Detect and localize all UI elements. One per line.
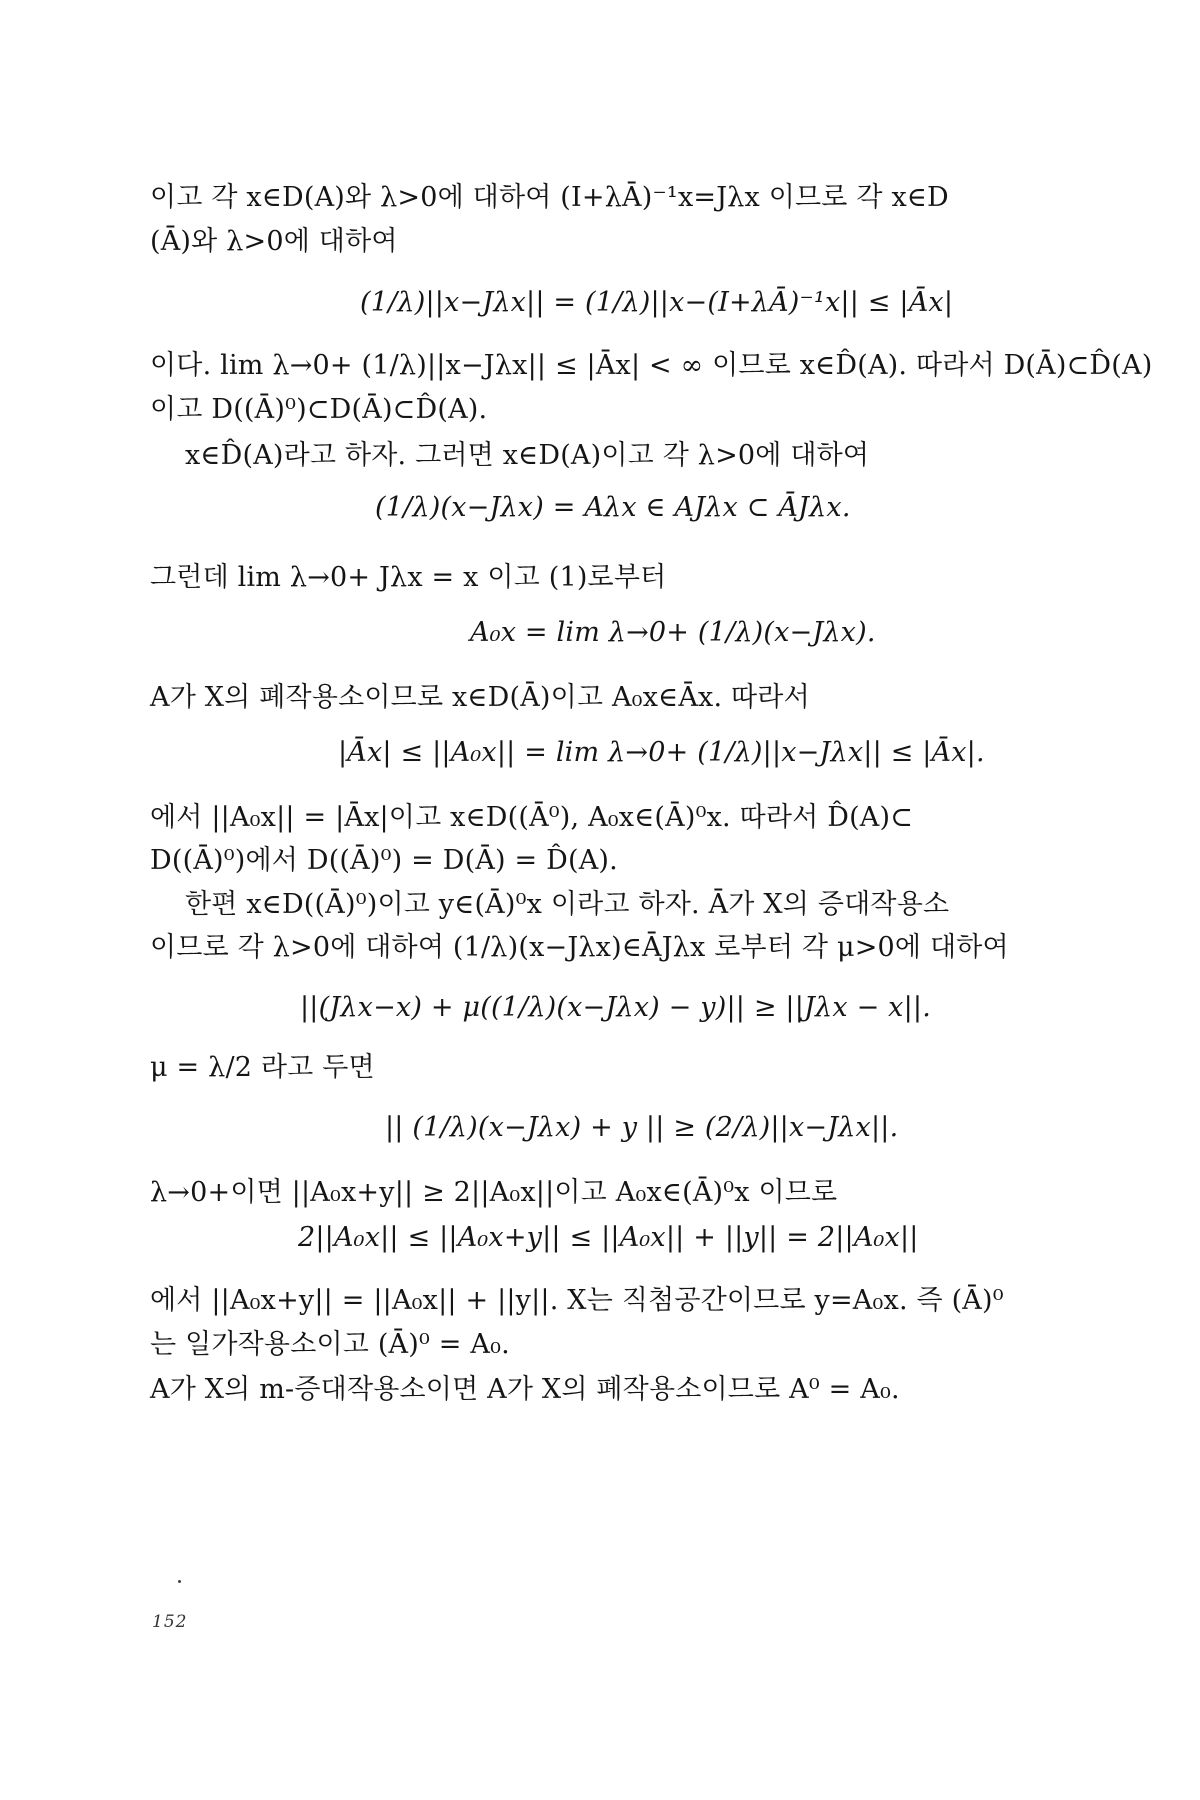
text-line: (Ā)와 λ>0에 대하여 [150, 226, 398, 257]
display-equation: |Āx| ≤ ||A₀x|| = lim λ→0+ (1/λ)||x−Jλx|| ≤ |Āx|. [338, 737, 985, 768]
display-equation: || (1/λ)(x−Jλx) + y || ≥ (2/λ)||x−Jλx||. [385, 1112, 899, 1143]
text-line: 이고 D((Ā)⁰)⊂D(Ā)⊂D̂(A). [150, 394, 488, 425]
text-line: x∈D̂(A)라고 하자. 그러면 x∈D(A)이고 각 λ>0에 대하여 [185, 440, 870, 471]
display-equation: 2||A₀x|| ≤ ||A₀x+y|| ≤ ||A₀x|| + ||y|| = 2||A₀x|| [298, 1222, 919, 1253]
text-line: 에서 ||A₀x+y|| = ||A₀x|| + ||y||. X는 직첨공간이므로 y=A₀x. 즉 (Ā)⁰ [150, 1285, 1004, 1316]
text-line: 는 일가작용소이고 (Ā)⁰ = A₀. [150, 1329, 510, 1360]
display-equation: A₀x = lim λ→0+ (1/λ)(x−Jλx). [470, 617, 876, 648]
text-line: μ = λ/2 라고 두면 [150, 1052, 375, 1083]
text-line: 한편 x∈D((Ā)⁰)이고 y∈(Ā)⁰x 이라고 하자. Ā가 X의 증대작용소 [185, 889, 950, 920]
text-line: 그런데 lim λ→0+ Jλx = x 이고 (1)로부터 [150, 562, 667, 593]
page-number: 152 [152, 1612, 188, 1632]
display-equation: ||(Jλx−x) + μ((1/λ)(x−Jλx) − y)|| ≥ ||Jλx − x||. [300, 992, 931, 1023]
display-equation: (1/λ)||x−Jλx|| = (1/λ)||x−(I+λĀ)⁻¹x|| ≤ |Āx| [360, 287, 954, 318]
text-line: 이다. lim λ→0+ (1/λ)||x−Jλx|| ≤ |Āx| < ∞ 이므로 x∈D̂(A). 따라서 D(Ā)⊂D̂(A) [150, 350, 1153, 381]
stray-mark [178, 1580, 181, 1583]
text-line: D((Ā)⁰)에서 D((Ā)⁰) = D(Ā) = D̂(A). [150, 845, 618, 876]
text-line: 에서 ||A₀x|| = |Āx|이고 x∈D((Ā⁰), A₀x∈(Ā)⁰x. 따라서 D̂(A)⊂ [150, 802, 914, 833]
text-line: A가 X의 m-증대작용소이면 A가 X의 폐작용소이므로 A⁰ = A₀. [150, 1374, 900, 1405]
text-line: 이므로 각 λ>0에 대하여 (1/λ)(x−Jλx)∈ĀJλx 로부터 각 μ>0에 대하여 [150, 932, 1009, 963]
text-line: A가 X의 폐작용소이므로 x∈D(Ā)이고 A₀x∈Āx. 따라서 [150, 682, 810, 713]
text-line: 이고 각 x∈D(A)와 λ>0에 대하여 (I+λĀ)⁻¹x=Jλx 이므로 각 x∈D [150, 182, 949, 213]
text-line: λ→0+이면 ||A₀x+y|| ≥ 2||A₀x||이고 A₀x∈(Ā)⁰x 이므로 [150, 1177, 838, 1208]
display-equation: (1/λ)(x−Jλx) = Aλx ∈ AJλx ⊂ ĀJλx. [375, 492, 851, 523]
